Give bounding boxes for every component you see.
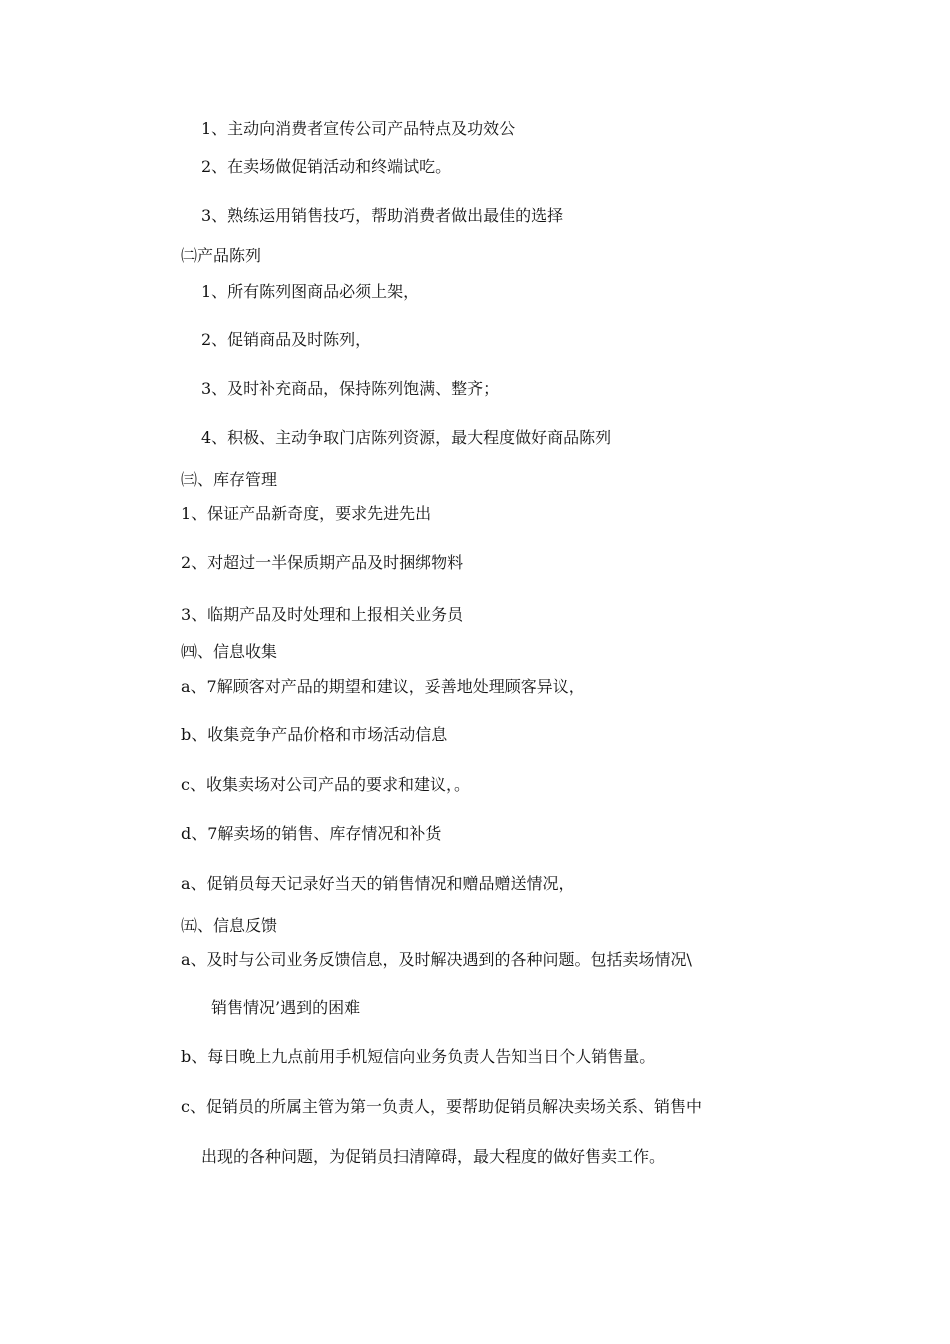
text-line-display-2: 2、促销商品及时陈列，	[201, 330, 372, 349]
section-heading-display: ㈡产品陈列	[181, 246, 262, 265]
text-line-feedback-b: b、每日晚上九点前用手机短信向业务负责人告知当日个人销售量。	[181, 1047, 656, 1066]
text-line-promo-1: 1、主动向消费者宣传公司产品特点及功效公	[201, 119, 516, 138]
text-line-collection-b: b、收集竞争产品价格和市场活动信息	[181, 725, 448, 744]
text-line-display-1: 1、所有陈列图商品必须上架，	[201, 282, 420, 301]
text-line-display-3: 3、及时补充商品，保持陈列饱满、整齐；	[201, 379, 500, 398]
text-line-promo-3: 3、熟练运用销售技巧，帮助消费者做出最佳的选择	[201, 206, 564, 225]
text-line-display-4: 4、积极、主动争取门店陈列资源，最大程度做好商品陈列	[201, 428, 612, 447]
text-line-collection-d: d、7解卖场的销售、库存情况和补货	[181, 824, 442, 843]
section-heading-info-feedback: ㈤、信息反馈	[181, 916, 278, 935]
section-heading-info-collection: ㈣、信息收集	[181, 642, 278, 661]
text-line-inventory-3: 3、临期产品及时处理和上报相关业务员	[181, 605, 464, 624]
text-line-collection-a: a、7解顾客对产品的期望和建议，妥善地处理顾客异议，	[181, 677, 585, 696]
text-line-promo-2: 2、在卖场做促销活动和终端试吃。	[201, 157, 452, 176]
section-heading-inventory: ㈢、库存管理	[181, 470, 278, 489]
text-line-collection-c: c、收集卖场对公司产品的要求和建议，。	[181, 775, 470, 794]
text-line-feedback-c-cont: 出现的各种问题，为促销员扫清障碍，最大程度的做好售卖工作。	[201, 1147, 666, 1166]
text-line-collection-a2: a、促销员每天记录好当天的销售情况和赠品赠送情况，	[181, 874, 575, 893]
text-line-inventory-2: 2、对超过一半保质期产品及时捆绑物料	[181, 553, 464, 572]
text-line-feedback-a-cont: 销售情况’遇到的困难	[211, 998, 361, 1017]
text-line-feedback-a: a、及时与公司业务反馈信息，及时解决遇到的各种问题。包括卖场情况\	[181, 950, 692, 969]
text-line-feedback-c: c、促销员的所属主管为第一负责人，要帮助促销员解决卖场关系、销售中	[181, 1097, 702, 1116]
text-line-inventory-1: 1、保证产品新奇度，要求先进先出	[181, 504, 432, 523]
